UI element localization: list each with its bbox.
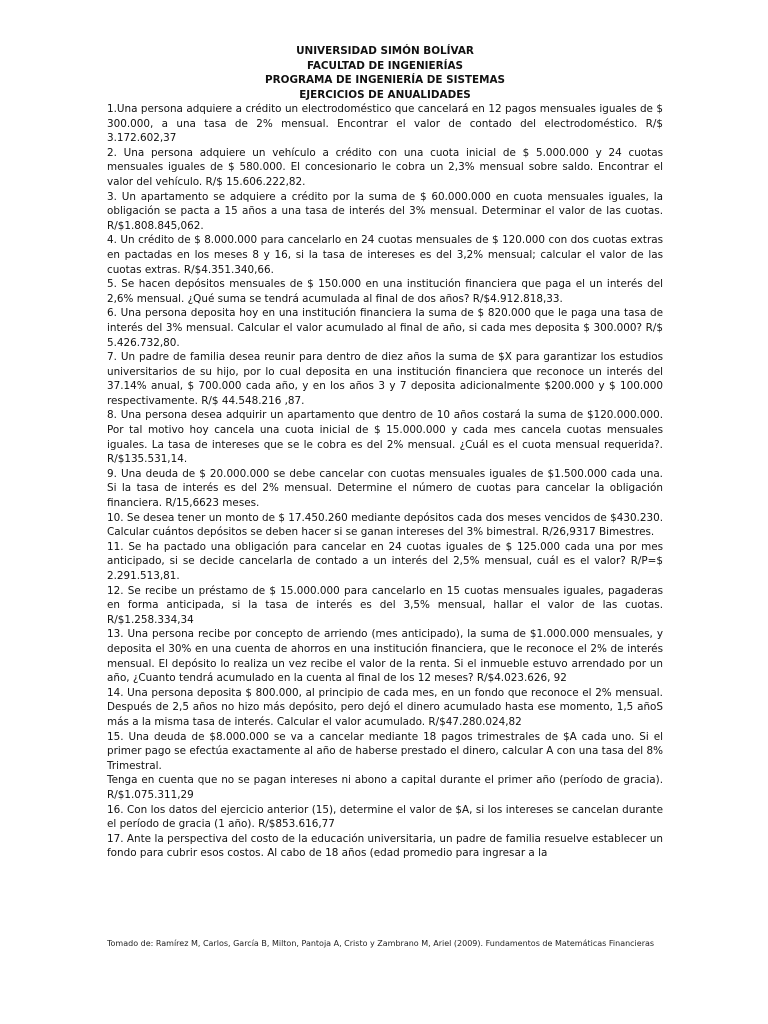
exercise-14: 14. Una persona deposita $ 800.000, al principio de cada mes, en un fondo que reconoce el 2% mensual. Después de 2,5 años no hizo más depósito, pero dejó el dinero acumulado hasta ese momento, 1,5 añoS más a la misma tasa de interés. Calcular el valor acumulado. R/$47.280.024,82: [107, 686, 663, 728]
exercise-15: 15. Una deuda de $8.000.000 se va a cancelar mediante 18 pagos trimestrales de $A cada uno. Si el primer pago se efectúa exactamente al año de haberse prestado el dinero, calcular A con una tasa del 8% Trimestral.: [107, 730, 663, 772]
university-name: UNIVERSIDAD SIMÓN BOLÍVAR: [296, 45, 474, 57]
document-header: [107, 44, 663, 102]
exercise-12: 12. Se recibe un préstamo de $ 15.000.000 para cancelarlo en 15 cuotas mensuales iguales, pagaderas en forma anticipada, si la tasa de interés es del 3,5% mensual, hallar el valor de las cuotas. R/$1.258.334,34: [107, 584, 663, 626]
exercise-2: 2. Una persona adquiere un vehículo a crédito con una cuota inicial de $ 5.000.000 y 24 cuotas mensuales iguales de $ 580.000. El concesionario le cobra un 2,3% mensual sobre saldo. Encontrar el valor del vehículo. R/$ 15.606.222,82.: [107, 146, 663, 188]
exercise-11: 11. Se ha pactado una obligación para cancelar en 24 cuotas iguales de $ 125.000 cada una por mes anticipado, si se decide cancelarla de contado a un interés del 2,5% mensual, cuál es el valor? R/P=$ 2.291.513,81.: [107, 540, 663, 582]
exercise-list: [107, 102, 663, 861]
exercise-17: 17. Ante la perspectiva del costo de la educación universitaria, un padre de familia resuelve establecer un fondo para cubrir esos costos. Al cabo de 18 años (edad promedio para ingresar a la: [107, 832, 663, 860]
exercise-8: 8. Una persona desea adquirir un apartamento que dentro de 10 años costará la suma de $120.000.000. Por tal motivo hoy cancela una cuota inicial de $ 15.000.000 y cada mes cancela cuotas mensuales iguales. La tasa de intereses que se le cobra es del 2% mensual. ¿Cuál es el cuota mensual requerida?. R/$135.531,14.: [107, 409, 663, 466]
exercise-1: 1.Una persona adquiere a crédito un electrodoméstico que cancelará en 12 pagos mensuales iguales de $ 300.000, a una tasa de 2% mensual. Encontrar el valor de contado del electrodoméstico. R/$ 3.172.602,37: [107, 103, 663, 145]
exercise-15-note: Tenga en cuenta que no se pagan intereses ni abono a capital durante el primer año (período de gracia). R/$1.075.311,29: [107, 774, 663, 801]
exercise-16: 16. Con los datos del ejercicio anterior (15), determine el valor de $A, si los intereses se cancelan durante el período de gracia (1 año). R/$853.616,77: [107, 803, 663, 831]
exercise-6: 6. Una persona deposita hoy en una institución financiera la suma de $ 820.000 que le paga una tasa de interés del 3% mensual. Calcular el valor acumulado al final de año, si cada mes deposita $ 300.000? R/$ 5.426.732,80.: [107, 307, 663, 349]
program-name: PROGRAMA DE INGENIERÍA DE SISTEMAS: [265, 74, 505, 86]
exercise-9: 9. Una deuda de $ 20.000.000 se debe cancelar con cuotas mensuales iguales de $1.500.000 cada una. Si la tasa de interés es del 2% mensual. Determine el número de cuotas para cancelar la obligación financiera. R/15,6623 meses.: [107, 467, 663, 510]
exercise-3: 3. Un apartamento se adquiere a crédito por la suma de $ 60.000.000 en cuota mensuales iguales, la obligación se pacta a 15 años a una tasa de interés del 3% mensual. Determinar el valor de las cuotas. R/$1.808.845,062.: [107, 190, 663, 232]
faculty-name: FACULTAD DE INGENIERÍAS: [306, 59, 464, 72]
exercise-7: 7. Un padre de familia desea reunir para dentro de diez años la suma de $X para garantizar los estudios universitarios de su hijo, por lo cual deposita en una institución financiera que reconoce un interés del 37.14% anual, $ 700.000 cada año, y en los años 3 y 7 deposita adicionalmente $200.000 y $ 100.000 respectivamente. R/$ 44.548.216 ,87.: [107, 351, 663, 407]
source-citation: Tomado de: Ramírez M, Carlos, García B, Milton, Pantoja A, Cristo y Zambrano M, Ariel (2009). Fundamentos de Matemáticas Financieras: [107, 939, 655, 948]
exercise-4: 4. Un crédito de $ 8.000.000 para cancelarlo en 24 cuotas mensuales de $ 120.000 con dos cuotas extras en pactadas en los meses 8 y 16, si la tasa de intereses es del 3,2% mensual; calcular el valor de las cuotas extras. R/$4.351.340,66.: [107, 234, 663, 276]
document-title: EJERCICIOS DE ANUALIDADES: [299, 88, 471, 101]
exercise-13: 13. Una persona recibe por concepto de arriendo (mes anticipado), la suma de $1.000.000 mensuales, y deposita el 30% en una cuenta de ahorros en una institución financiera, que le reconoce el 2% de interés mensual. El depósito lo realiza un vez recibe el valor de la renta. Si el inmueble estuvo arrendado por un año, ¿Cuanto tendrá acumulado en la cuenta al final de los 12 meses? R/$4.023.626, 92: [107, 628, 663, 685]
document-page: [107, 44, 663, 861]
exercise-5: 5. Se hacen depósitos mensuales de $ 150.000 en una institución financiera que paga el un interés del 2,6% mensual. ¿Qué suma se tendrá acumulada al final de dos años? R/$4.912.818,33.: [107, 278, 663, 305]
exercise-10: 10. Se desea tener un monto de $ 17.450.260 mediante depósitos cada dos meses vencidos de $430.230. Calcular cuántos depósitos se deben hacer si se ganan intereses del 3% bimestral. R/26,9317 Bimestres.: [107, 511, 663, 539]
